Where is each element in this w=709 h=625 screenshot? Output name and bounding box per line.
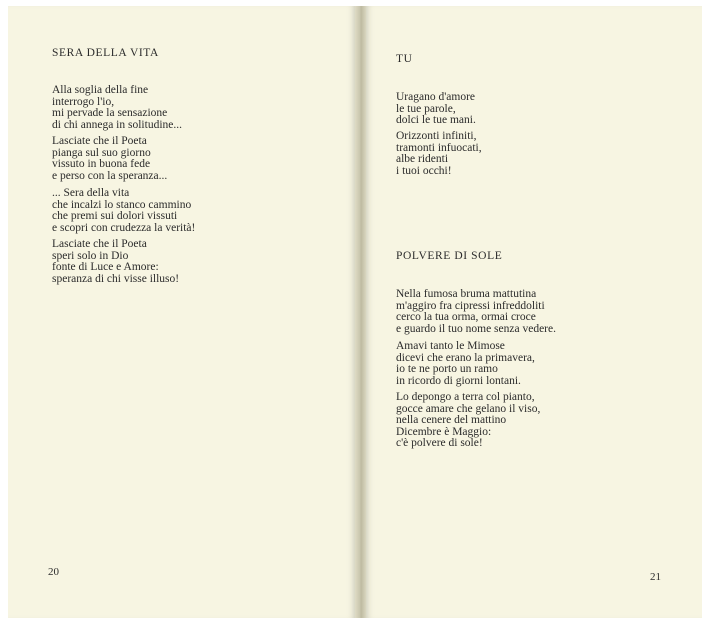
poem-line: interrogo l'io, [52,95,115,108]
poem-line: cerco la tua orma, ormai croce [396,311,536,324]
poem-line: ... Sera della vita [52,187,130,199]
poem-title-tu: TU [396,53,413,65]
poem-line: che premi sui dolori vissuti [52,210,178,223]
book-gutter [355,6,366,618]
stanza [396,289,556,335]
poem-line: Lo depongo a terra col pianto, [396,391,535,403]
poem-line: Lasciate che il Poeta [52,238,147,250]
poem-line: le tue parole, [396,102,456,115]
stanza [396,392,540,450]
poem-line: e guardo il tuo nome senza vedere. [396,322,556,335]
stanza [52,85,182,131]
poem-line: Lasciate che il Poeta [52,135,147,147]
poem-line: nella cenere del mattino [396,414,507,427]
poem-line: di chi annega in solitudine... [52,118,182,131]
poem-line: dicevi che erano la primavera, [396,351,535,364]
poem-line: che incalzi lo stanco cammino [52,198,192,211]
page-number-left: 20 [48,566,59,578]
poem-line: mi pervade la sensazione [52,107,168,120]
poem-line: speranza di chi visse illuso! [52,272,180,285]
poem-line: tramonti infuocati, [396,141,482,154]
page-number-right: 21 [650,571,661,583]
poem-line: Nella fumosa bruma mattutina [396,288,537,300]
poem-line: Alla soglia della fine [52,84,149,96]
poem-line: pianga sul suo giorno [52,146,151,159]
stanza [52,239,179,285]
poem-title-polvere-di-sole: POLVERE DI SOLE [396,250,503,262]
poem-line: vissuto in buona fede [52,158,151,171]
poem-line: albe ridenti [396,153,449,166]
stanza [52,136,167,182]
stanza [396,131,482,177]
poem-line: Amavi tanto le Mimose [396,340,505,352]
poem-line: in ricordo di giorni lontani. [396,374,521,387]
poem-line: i tuoi occhi! [396,164,452,177]
poem-line: io te ne porto un ramo [396,363,498,376]
poem-title-sera-della-vita: SERA DELLA VITA [52,47,159,59]
poem-line: e scopri con crudezza la verità! [52,221,196,234]
poem-line: gocce amare che gelano il viso, [396,402,541,415]
poem-line: fonte di Luce e Amore: [52,261,159,274]
poem-line: speri solo in Dio [52,249,129,262]
poem-line: Orizzonti infiniti, [396,130,477,142]
stanza [396,92,476,127]
poem-line: dolci le tue mani. [396,114,476,127]
poem-line: Dicembre è Maggio: [396,425,492,438]
left-page [8,6,355,618]
poem-line: Uragano d'amore [396,91,476,103]
poem-line: e perso con la speranza... [52,169,168,182]
stanza [396,341,535,387]
right-page [366,6,702,618]
poem-line: m'aggiro fra cipressi infreddoliti [396,299,545,312]
stanza [52,188,195,234]
poem-line: c'è polvere di sole! [396,437,483,450]
